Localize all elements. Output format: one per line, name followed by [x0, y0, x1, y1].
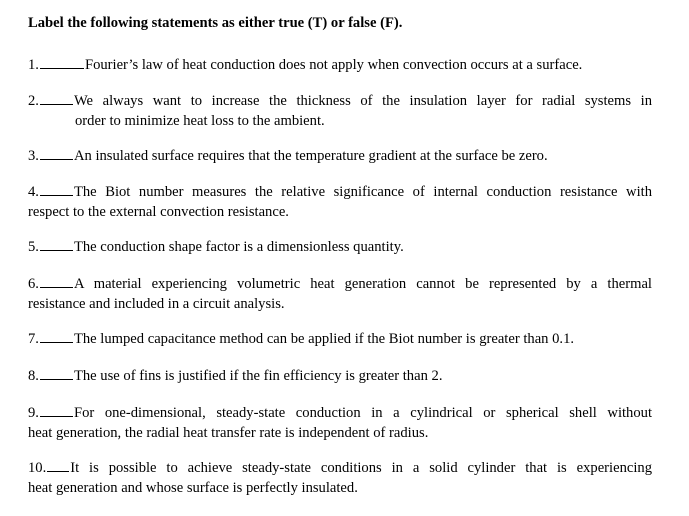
question-4-line — [28, 183, 652, 203]
question-10 — [28, 459, 652, 498]
question-1-text: Fourier’s law of heat conduction does not apply when convection occurs at a surface. — [84, 57, 583, 73]
answer-blank-4[interactable] — [40, 194, 73, 196]
question-2-continuation: order to minimize heat loss to the ambient. — [75, 112, 325, 129]
question-9-continuation: heat generation, the radial heat transfer rate is independent of radius. — [28, 424, 429, 441]
question-7-text: The lumped capacitance method can be applied if the Biot number is greater than 0.1. — [73, 331, 575, 347]
question-3 — [28, 147, 652, 167]
question-1-line — [28, 56, 652, 76]
question-10-text: It is possible to achieve steady-state conditions in a solid cylinder that is experiencing — [70, 460, 652, 476]
question-3-number: 3. — [28, 148, 39, 164]
question-5-number: 5. — [28, 239, 39, 255]
answer-blank-8[interactable] — [40, 378, 73, 380]
question-10-continuation: heat generation and whose surface is perfectly insulated. — [28, 479, 358, 496]
question-4-text: The Biot number measures the relative significance of internal conduction resistance with — [73, 184, 652, 200]
question-9-text: For one-dimensional, steady-state conduction in a cylindrical or spherical shell without — [73, 405, 652, 421]
question-4-continuation: respect to the external convection resistance. — [28, 203, 289, 220]
question-6-number: 6. — [28, 276, 39, 292]
answer-blank-3[interactable] — [40, 158, 73, 160]
question-7-line — [28, 330, 652, 350]
question-4 — [28, 183, 652, 222]
question-8-number: 8. — [28, 368, 39, 384]
answer-blank-1[interactable] — [40, 67, 84, 69]
question-2 — [28, 92, 652, 131]
question-10-line — [28, 459, 652, 479]
question-9 — [28, 404, 652, 443]
question-4-number: 4. — [28, 184, 39, 200]
question-5-line — [28, 238, 652, 258]
question-9-line — [28, 404, 652, 424]
question-10-number: 10. — [28, 460, 47, 476]
question-3-line — [28, 147, 652, 167]
answer-blank-2[interactable] — [40, 103, 73, 105]
question-1-number: 1. — [28, 57, 39, 73]
question-8 — [28, 367, 652, 387]
question-3-text: An insulated surface requires that the temperature gradient at the surface be zero. — [73, 148, 548, 164]
question-2-number: 2. — [28, 93, 39, 109]
question-8-text: The use of fins is justified if the fin efficiency is greater than 2. — [73, 368, 443, 384]
question-9-number: 9. — [28, 405, 39, 421]
question-7-number: 7. — [28, 331, 39, 347]
answer-blank-6[interactable] — [40, 286, 73, 288]
instructions-heading: Label the following statements as either true (T) or false (F). — [28, 15, 403, 31]
question-5-text: The conduction shape factor is a dimensionless quantity. — [73, 239, 404, 255]
answer-blank-5[interactable] — [40, 249, 73, 251]
answer-blank-10[interactable] — [47, 470, 69, 472]
question-6-text: A material experiencing volumetric heat generation cannot be represented by a thermal — [73, 276, 652, 292]
answer-blank-9[interactable] — [40, 415, 73, 417]
question-6-line — [28, 275, 652, 295]
question-1 — [28, 56, 652, 76]
question-2-line — [28, 92, 652, 112]
question-2-text: We always want to increase the thickness of the insulation layer for radial systems in — [73, 93, 652, 109]
question-8-line — [28, 367, 652, 387]
answer-blank-7[interactable] — [40, 341, 73, 343]
question-7 — [28, 330, 652, 350]
question-6-continuation: resistance and included in a circuit analysis. — [28, 295, 285, 312]
question-5 — [28, 238, 652, 258]
question-6 — [28, 275, 652, 314]
